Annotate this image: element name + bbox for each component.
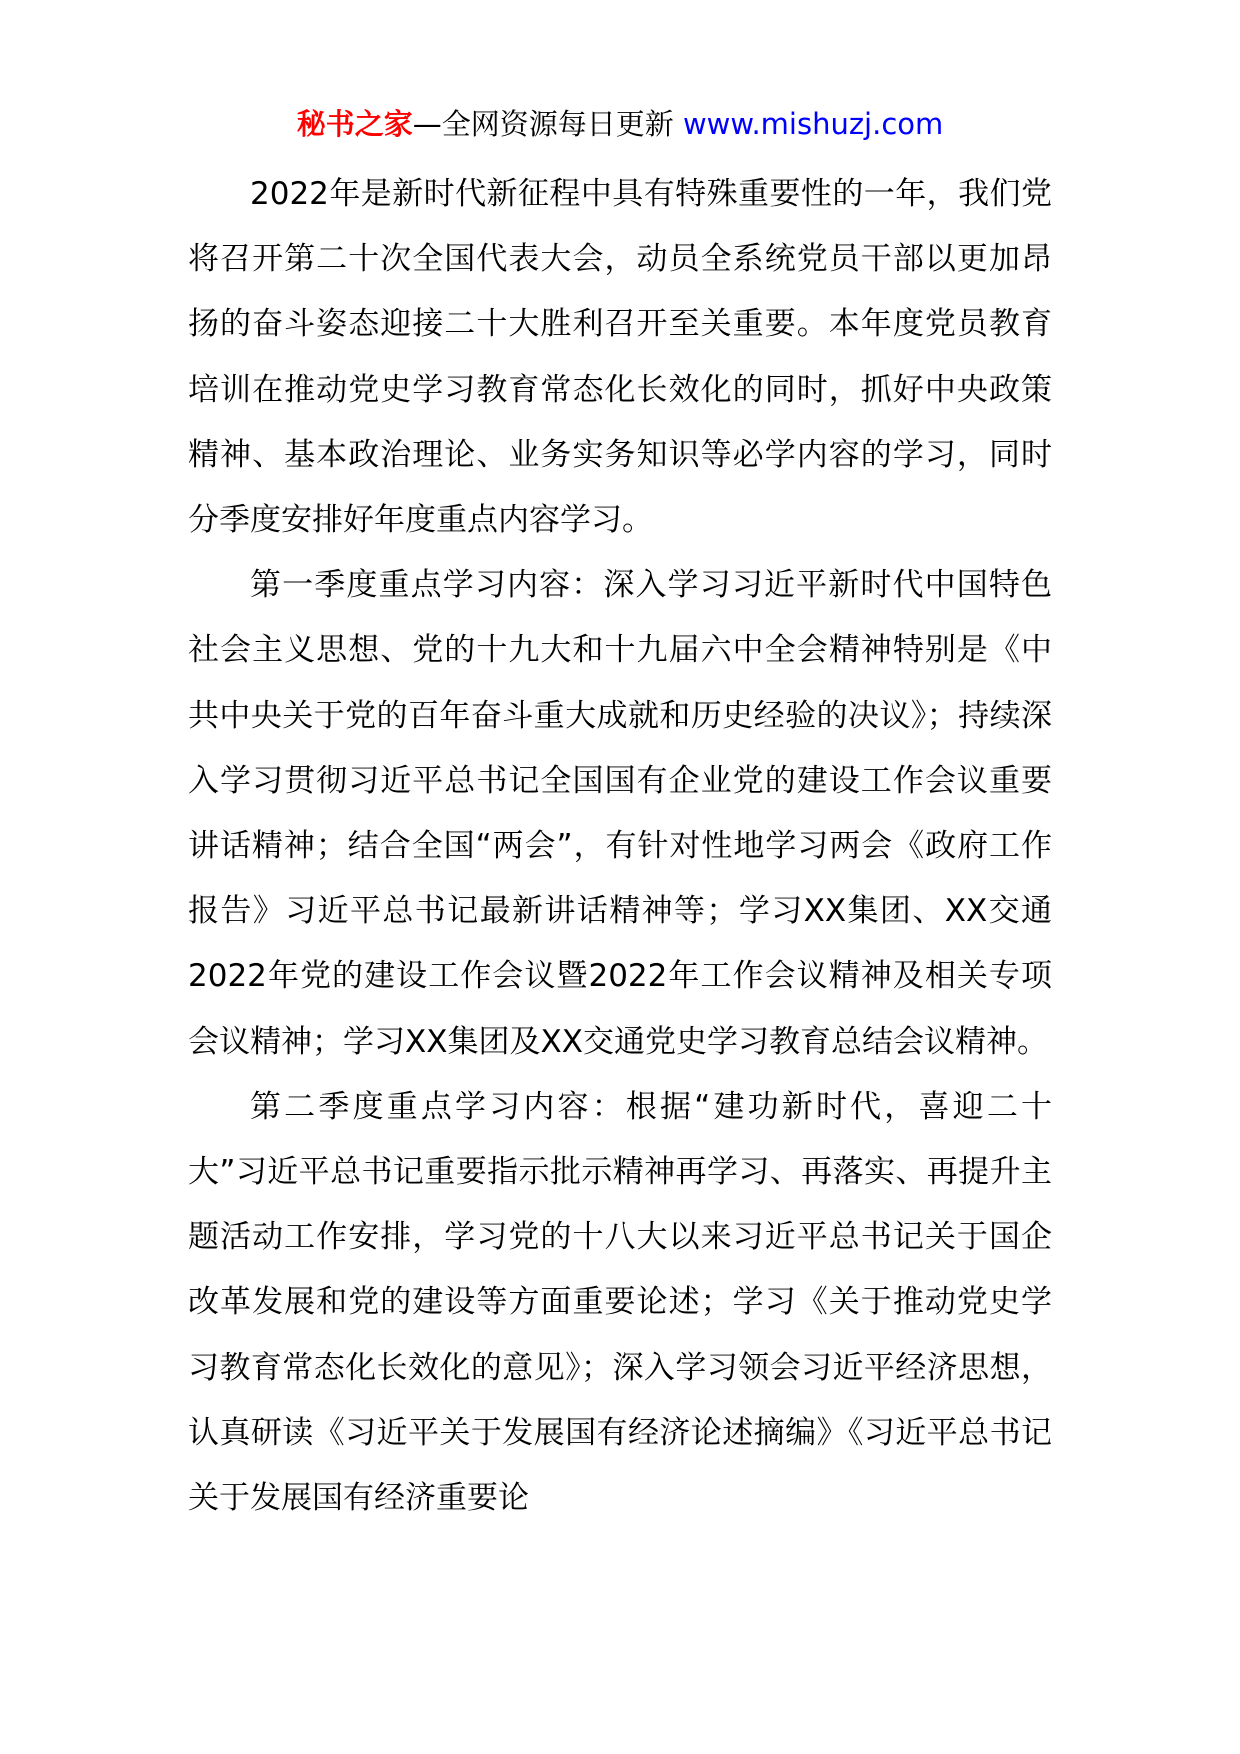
paragraph-q2: 第二季度重点学习内容：根据“建功新时代，喜迎二十大”习近平总书记重要指示批示精神再学习、再落实、再提升主题活动工作安排，学习党的十八大以来习近平总书记关于国企改革发展和党的建设等方面重要论述；学习《关于推动党史学习教育常态化长效化的意见》；深入学习领会习近平经济思想，认真研读《习近平关于发展国有经济论述摘编》《习近平总书记关于发展国有经济重要论 [188, 1088, 1052, 1517]
document-body [188, 162, 1052, 1531]
page-header [0, 104, 1240, 144]
website-link[interactable]: www.mishuzj.com [682, 107, 944, 141]
paragraph-intro: 2022年是新时代新征程中具有特殊重要性的一年，我们党将召开第二十次全国代表大会，动员全系统党员干部以更加昂扬的奋斗姿态迎接二十大胜利召开至关重要。本年度党员教育培训在推动党史学习教育常态化长效化的同时，抓好中央政策精神、基本政治理论、业务实务知识等必学内容的学习，同时分季度安排好年度重点内容学习。 [188, 176, 1052, 539]
header-tagline: —全网资源每日更新 [412, 107, 674, 141]
brand-name: 秘书之家 [296, 107, 413, 141]
paragraph-q1: 第一季度重点学习内容：深入学习习近平新时代中国特色社会主义思想、党的十九大和十九届六中全会精神特别是《中共中央关于党的百年奋斗重大成就和历史经验的决议》；持续深入学习贯彻习近平总书记全国国有企业党的建设工作会议重要讲话精神；结合全国“两会”，有针对性地学习两会《政府工作报告》习近平总书记最新讲话精神等；学习XX集团、XX交通2022年党的建设工作会议暨2022年工作会议精神及相关专项会议精神；学习XX集团及XX交通党史学习教育总结会议精神。 [188, 567, 1052, 1060]
